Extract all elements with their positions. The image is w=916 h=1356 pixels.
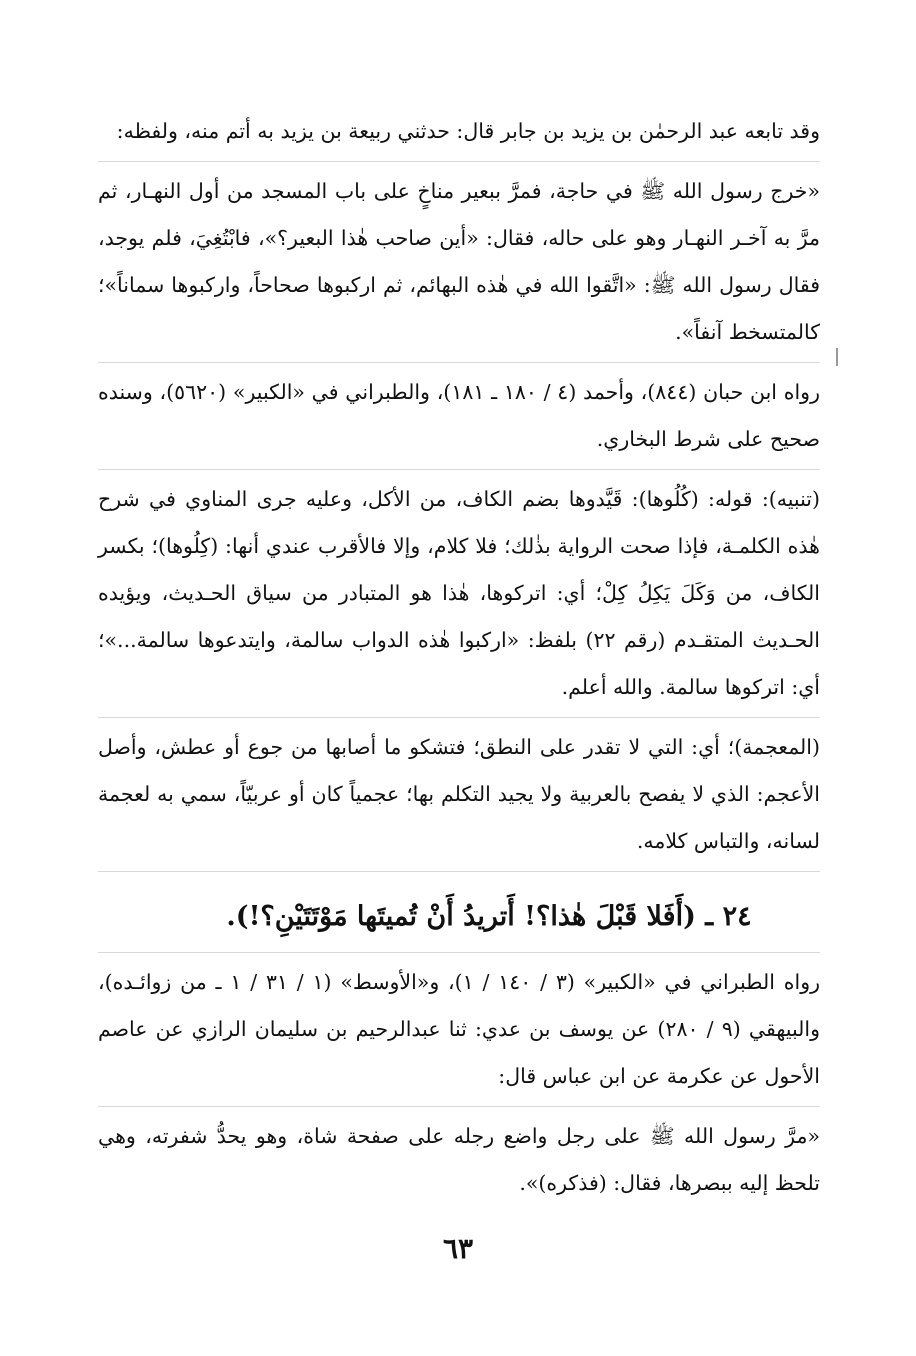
paragraph-explanation: (المعجمة)؛ أي: التي لا تقدر على النطق؛ فتشكو ما أصابها من جوع أو عطش، وأصل الأعجم: الذي لا يفصح بالعربية ولا يجيد التكلم بها؛ عجمياً كان أو عربيّاً، سمي به لعجمة لسانه، والتباس كلامه. <box>98 724 820 872</box>
page-number: ٦٣ <box>442 1232 474 1265</box>
paragraph-hadith-text: «خرج رسول الله ﷺ في حاجة، فمرَّ ببعير مناخٍ على باب المسجد من أول النهـار، ثم مرَّ به آخـر النهـار وهو على حاله، فقال: «أين صاحب هٰذا البعير؟»، فابْتُغِيَ، فلم يوجد، فقال رسول الله ﷺ: «اتَّقوا الله في هٰذه البهائم، ثم اركبوها صحاحاً، واركبوها سماناً»؛ كالمتسخط آنفاً». <box>98 168 820 363</box>
paragraph-note: (تنبيه): قوله: (كُلُوها): قَيَّدوها بضم الكاف، من الأكل، وعليه جرى المناوي في شرح هٰذه الكلمـة، فإذا صحت الرواية بذٰلك؛ فلا كلام، وإلا فالأقرب عندي أنها: (كِلُوها)؛ بكسر الكاف، من وَكَلَ يَكِلُ كِلْ؛ أي: اتركوها، هٰذا هو المتبادر من سياق الحـديث، ويؤيده الحـديث المتقـدم (رقم ٢٢) بلفظ: «اركبوا هٰذه الدواب سالمة، وايتدعوها سالمة...»؛ أي: اتركوها سالمة. والله أعلم. <box>98 476 820 718</box>
hadith-heading: ٢٤ ـ (أَفَلا قَبْلَ هٰذا؟! أَتريدُ أَنْ تُميتَها مَوْتَتَيْنِ؟!). <box>98 882 820 953</box>
paragraph-hadith-quote: «مرَّ رسول الله ﷺ على رجل واضع رجله على صفحة شاة، وهو يحدُّ شفرته، وهي تلحظ إليه ببصرها، فقال: (فذكره)». <box>98 1124 820 1195</box>
paragraph-sources: رواه ابن حبان (٨٤٤)، وأحمد (٤ / ١٨٠ ـ ١٨١)، والطبراني في «الكبير» (٥٦٢٠)، وسنده صحيح على شرط البخاري. <box>98 369 820 470</box>
page-body <box>98 108 820 1219</box>
paragraph-intro: وقد تابعه عبد الرحمٰن بن يزيد بن جابر قال: حدثني ربيعة بن يزيد به أتم منه، ولفظه: <box>98 108 820 162</box>
paragraph-narration: رواه الطبراني في «الكبير» (٣ / ١٤٠ / ١)، و«الأوسط» (١ / ٣١ / ١ ـ من زوائـده)، والبيهقي (٩ / ٢٨٠) عن يوسف بن عدي: ثنا عبدالرحيم بن سليمان الرازي عن عاصم الأحول عن عكرمة عن ابن عباس قال: <box>98 959 820 1107</box>
margin-mark <box>836 348 838 366</box>
